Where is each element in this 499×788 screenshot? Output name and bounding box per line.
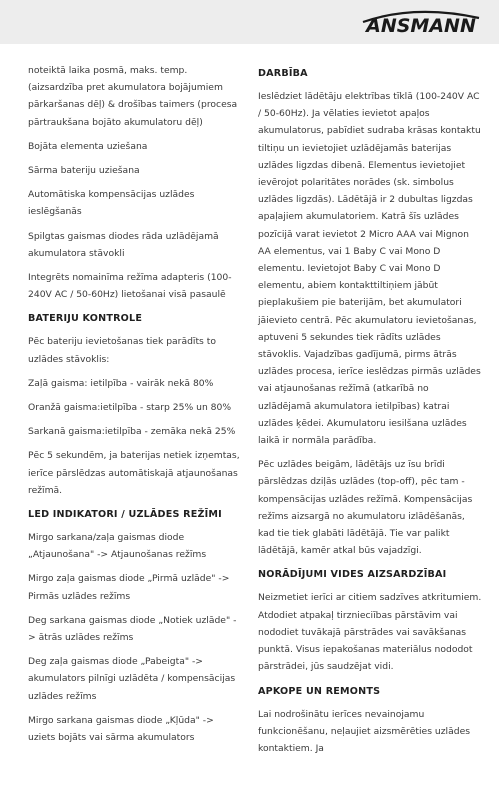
led-complete: Deg zaļa gaismas diode „Pabeigta" -> akumulators pilnīgi uzlādēta / kompensācijas uzlādes režīms <box>28 656 236 702</box>
led-error: Mirgo sarkana gaismas diode „Kļūda" -> uziets bojāts vai sārma akumulators <box>28 714 214 744</box>
heading-battery-control: BATERIJU KONTROLE <box>28 313 143 325</box>
heading-led-modes: LED INDIKATORI / UZLĀDES REŽĪMI <box>28 509 222 521</box>
feature-defect: Bojāta elementa uziešana <box>28 140 148 152</box>
heading-operation: DARBĪBA <box>258 68 308 79</box>
led-refresh: Mirgo sarkana/zaļa gaismas diode „Atjaunošana" -> Atjaunošanas režīms <box>28 532 207 561</box>
control-red: Sarkanā gaisma:ietilpība - zemāka nekā 25% <box>28 426 236 438</box>
heading-maintenance: APKOPE UN REMONTS <box>258 685 381 697</box>
feature-led: Spilgtas gaismas diodes rāda uzlādējamā akumulatora stāvokli <box>28 230 219 259</box>
brand-name: ANSMANN <box>366 15 476 36</box>
left-column <box>28 62 242 753</box>
control-green: Zaļā gaisma: ietilpība - vairāk nekā 80% <box>28 377 214 389</box>
control-orange: Oranžā gaisma:ietilpība - starp 25% un 80% <box>28 402 232 414</box>
maintenance-text: Lai nodrošinātu ierīces nevainojamu funkcionēšanu, neļaujiet aizsmērēties uzlādes kontaktiem. Ja <box>258 708 471 754</box>
feature-temperature: noteiktā laika posmā, maks. temp. (aizsardzība pret akumulatora bojājumiem pārkaršanas dēļ) & drošības taimers (procesa pārtraukšana bojāto akumulatoru dēļ) <box>28 65 238 128</box>
led-first: Mirgo zaļa gaismas diode „Pirmā uzlāde" -> Pirmās uzlādes režīms <box>28 573 230 602</box>
right-column <box>258 62 482 764</box>
operation-after: Pēc uzlādes beigām, lādētājs uz īsu brīdi pārslēdzas dziļās uzlādes (top-off), pēc tam - kompensācijas uzlādes režīmā. Kompensācijas režīms aizsargā no akumulatoru izlādēšanās, kad tie tiek glabāti lādētājā. Tie var palikt lādētājā, kamēr atkal būs vajadzīgi. <box>258 459 473 557</box>
operation-text: Ieslēdziet lādētāju elektrības tīklā (100-240V AC / 50-60Hz). Ja vēlaties ievietot apaļos akumulatorus, pabīdiet sudraba krāsas kontaktu tiltiņu un ievietojiet uzlādējamās baterijas uzlādes ligzdas dibenā. Elementus ievietojiet ievērojot polaritātes norādes (sk. simbolus uzlādes ligzdās). Lādētājā ir 2 dubultas ligzdas apaļajiem akumulatoriem. Katrā šīs uzlādes pozīcijā varat ievietot 2 Micro AAA vai Mignon AA elementus, vai 1 Baby C vai Mono D elementu. Ievietojot Baby C vai Mono D elementu, abiem kontakttiltiņiem jābūt pieplakušiem pie baterijām, bet akumulatori jāievieto centrā. Pēc akumulatoru ievietošanas, aptuveni 5 sekundes tiek rādīts uzlādes stāvoklis. Vajadzības gadījumā, pirms ātrās uzlādes procesa, ierīce ieslēdzas pirmās uzlādes vai atjaunošanas režīmā (atkarībā no uzlādējamā akumulatora ietilpības) katrai uzlādes ķēdei. Akumulatoru iesilšana uzlādes laikā ir normāla parādība. <box>258 91 481 447</box>
header-bar <box>0 0 499 44</box>
feature-adapter: Integrēts nomainīma režīma adapteris (100-240V AC / 50-60Hz) lietošanai visā pasaulē <box>28 272 232 301</box>
brand-logo <box>355 6 485 36</box>
control-intro: Pēc bateriju ievietošanas tiek parādīts to uzlādes stāvoklis: <box>28 336 216 365</box>
control-auto: Pēc 5 sekundēm, ja baterijas netiek izņemtas, ierīce pārslēdzas automātiskajā atjaunošanas režīmā. <box>28 450 240 496</box>
led-charging: Deg sarkana gaismas diode „Notiek uzlāde" -> ātrās uzlādes režīms <box>28 614 237 644</box>
feature-alkaline: Sārma bateriju uziešana <box>28 165 140 177</box>
brand-logo-icon <box>355 6 485 36</box>
heading-environment: NORĀDĪJUMI VIDES AIZSARDZĪBAI <box>258 569 447 581</box>
feature-trickle: Automātiska kompensācijas uzlādes ieslēgšanās <box>28 189 195 218</box>
environment-text: Neizmetiet ierīci ar citiem sadzīves atkritumiem. Atdodiet atpakaļ tirznieciības pārstāvim vai nododiet tuvākajā pārstrādes vai savākšanas punktā. Visus iepakošanas materiālus nododot pārstrādei, jūs saudzējat vidi. <box>258 592 482 673</box>
